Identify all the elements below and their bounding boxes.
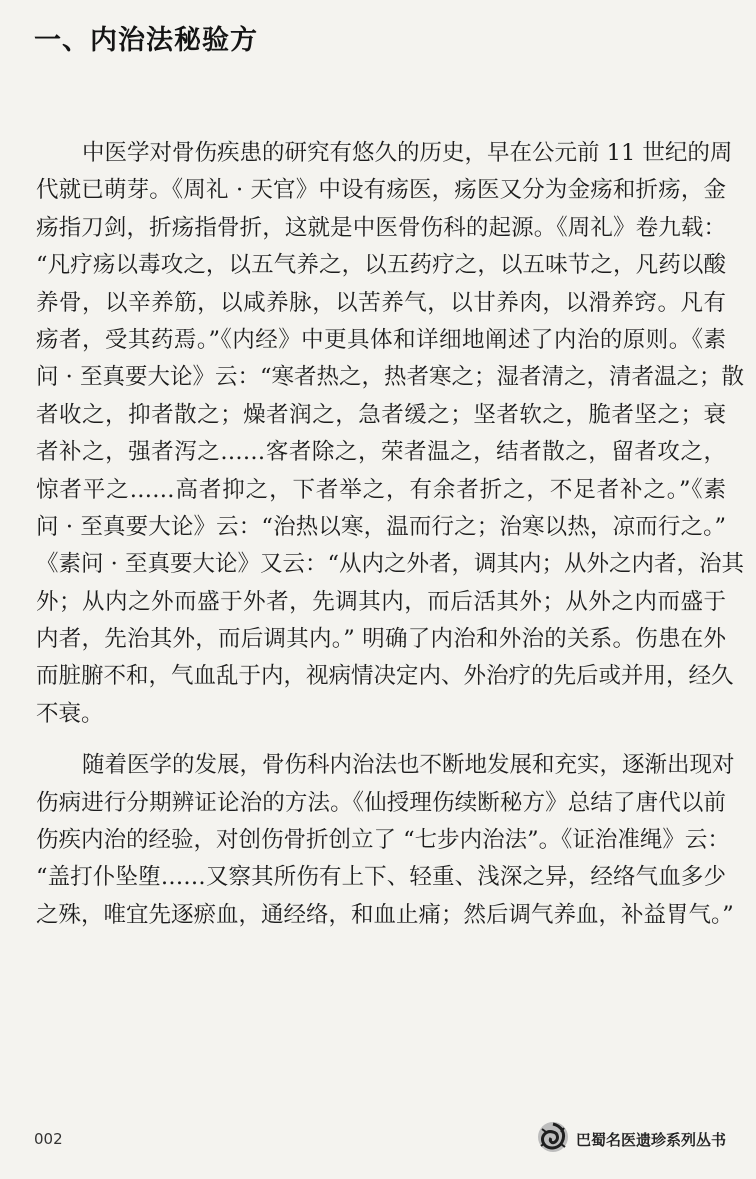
text-line: 养骨，以辛养筋，以咸养脉，以苦养气，以甘养肉，以滑养窍。凡有 <box>36 289 726 316</box>
text-line: 疡者，受其药焉。”《内经》中更具体和详细地阐述了内治的原则。《素 <box>36 326 726 353</box>
text-line: 之殊，唯宜先逐瘀血，通经络，和血止痛；然后调气养血，补益胃气。” <box>36 901 734 928</box>
text-line: 中医学对骨伤疾患的研究有悠久的历史，早在公元前 11 世纪的周 <box>82 140 733 166</box>
text-line: 问 · 至真要大论》云：“寒者热之，热者寒之；湿者清之，清者温之；散 <box>36 364 744 391</box>
series-name: 巴蜀名医遗珍系列丛书 <box>575 1130 726 1149</box>
paragraph-2 <box>36 747 735 934</box>
text-line: 内者，先治其外，而后调其内。” 明确了内治和外治的关系。伤患在外 <box>36 626 726 653</box>
text-line: “凡疗疡以毒攻之，以五气养之，以五药疗之，以五味节之，凡药以酸 <box>36 252 726 279</box>
text-line: 伤疾内治的经验，对创伤骨折创立了 “七步内治法”。《证治准绳》云： <box>36 827 730 854</box>
text-line: 者补之，强者泻之……客者除之，荣者温之，结者散之，留者攻之， <box>36 439 726 466</box>
text-line: 不衰。 <box>36 700 104 727</box>
series-footer <box>536 1120 726 1158</box>
text-line: 代就已萌芽。《周礼 · 天官》中设有疡医，疡医又分为金疡和折疡，金 <box>36 177 726 204</box>
swirl-logo-icon <box>536 1120 570 1158</box>
section-title: 一、内治法秘验方 <box>34 25 258 56</box>
text-line: 而脏腑不和，气血乱于内，视病情决定内、外治疗的先后或并用，经久 <box>36 663 734 690</box>
text-line: 《素问 · 至真要大论》又云：“从内之外者，调其内；从外之内者，治其 <box>36 551 744 578</box>
paragraph-gap <box>36 733 726 747</box>
text-line: 随着医学的发展，骨伤科内治法也不断地发展和充实，逐渐出现对 <box>82 752 735 779</box>
text-line: “盖打仆坠堕……又察其所伤有上下、轻重、浅深之异，经络气血多少 <box>36 864 726 891</box>
text-line: 外；从内之外而盛于外者，先调其内，而后活其外；从外之内而盛于 <box>36 588 726 615</box>
page-number: 002 <box>34 1130 63 1148</box>
paragraph-1 <box>36 135 744 733</box>
text-line: 疡指刀剑，折疡指骨折，这就是中医骨伤科的起源。《周礼》卷九载： <box>36 214 726 241</box>
body-text <box>36 135 744 934</box>
text-line: 伤病进行分期辨证论治的方法。《仙授理伤续断秘方》总结了唐代以前 <box>36 789 726 816</box>
text-line: 问 · 至真要大论》云：“治热以寒，温而行之；治寒以热，凉而行之。” <box>36 513 726 540</box>
text-line: 惊者平之……高者抑之，下者举之，有余者折之，不足者补之。”《素 <box>36 476 726 503</box>
text-line: 者收之，抑者散之；燥者润之，急者缓之；坚者软之，脆者坚之；衰 <box>36 401 726 428</box>
